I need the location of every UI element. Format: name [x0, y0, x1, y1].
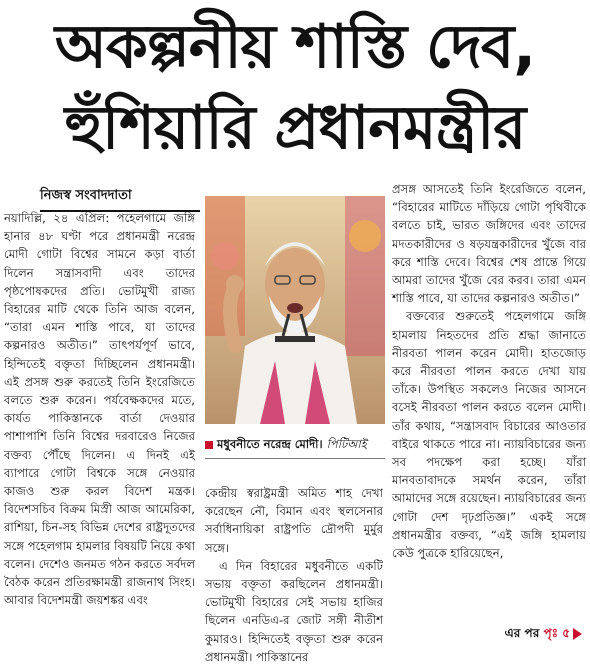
- speaker-photo-illustration: [205, 196, 385, 424]
- article-paragraph: নয়াদিল্লি, ২৪ এপ্রিল: পহেলগামে জঙ্গি হানার ৪৮ ঘণ্টা পরে প্রধানমন্ত্রী নরেন্দ্র মোদী গোটা বিশ্বের সামনে কড়া বার্তা দিলেন সন্ত্রাসবাদী এবং তাদের পৃষ্ঠপোষকদের প্রতি। ভোটমুখী রাজ্য বিহারের মাটি থেকে তিনি আজ বলেন, “তারা এমন শাস্তি পাবে, যা তাদের কল্পনারও অতীত।” তাৎপর্যপূর্ণ ভাবে, হিন্দিতেই বক্তৃতা দিচ্ছিলেন প্রধানমন্ত্রী। এই প্রসঙ্গ শুরু করতেই তিনি ইংরেজিতে বলতে শুরু করেন। পর্যবেক্ষকদের মতে, কার্যত পাকিস্তানকে বার্তা দেওয়ার পাশাপাশি তিনি বিশ্বের দরবারেও নিজের বক্তব্য পৌঁছে দিলেন। এ দিনই এই ব্যাপারে গোটা বিশ্বকে সঙ্গে নেওয়ার কাজও শুরু করল বিদেশ মন্ত্রক। বিদেশসচিব বিক্রম মিস্রী আজ আমেরিকা, রাশিয়া, চিন-সহ বিভিন্ন দেশের রাষ্ট্রদূতদের সঙ্গে পহেলগাম হামলার বিষয়টি নিয়ে কথা বলেন। দেশেও জনমত গঠন করতে সর্বদল বৈঠক করেন প্রতিরক্ষামন্ত্রী রাজনাথ সিংহ। আবার বিদেশমন্ত্রী জয়শঙ্কর এবং: [4, 211, 195, 608]
- article-column-right: [392, 180, 586, 598]
- caption-divider: [205, 458, 385, 459]
- headline-line-2: হুঁশিয়ারি প্রধানমন্ত্রীর: [64, 93, 526, 163]
- arrow-right-icon: [573, 628, 582, 640]
- article-column-middle: [205, 484, 383, 664]
- photo-credit: পিটিআই: [326, 437, 367, 451]
- article-paragraph: বক্তব্যের শুরুতেই পহেলগামে জঙ্গি হামলায় নিহতদের প্রতি শ্রদ্ধা জানাতে নীরবতা পালন করেন মোদী। হাতজোড় করে নীরবতা পালন করতে দেখা যায় তাঁকে। উপস্থিত সকলেও নিজের আসনে বসেই নীরবতা পালন করতে বলেন মোদী। তাঁর কথায়, “সন্ত্রাসবাদ বিচারের আওতার বাইরে থাকতে পারে না। ন্যায়বিচারের জন্য সব পদক্ষেপ করা হচ্ছে। যাঁরা মানবতাবাদকে সমর্থন করেন, তাঁরা আমাদের সঙ্গে রয়েছেন। ন্যায়বিচারের জন্য গোটা দেশ দৃঢ়প্রতিজ্ঞ।” একই সঙ্গে প্রধানমন্ত্রীর বক্তব্য, “এই জঙ্গি হামলায় কেউ পুত্রকে হারিয়েছেন,: [392, 309, 586, 561]
- continuation-page: পৃঃ ৫: [543, 626, 570, 640]
- continuation-label: এর পর: [504, 626, 540, 640]
- headline-line-1: অকল্পনীয় শাস্তি দেব,: [54, 12, 536, 82]
- caption-text: মধুবনীতে নরেন্দ্র মোদী।: [217, 437, 323, 451]
- news-photo: [205, 196, 385, 424]
- photo-caption: [205, 436, 385, 455]
- byline: নিজস্ব সংবাদদাতা: [40, 186, 200, 212]
- article-column-left: [4, 209, 195, 645]
- article-paragraph: প্রসঙ্গ আসতেই তিনি ইংরেজিতে বলেন, “বিহারের মাটিতে দাঁড়িয়ে গোটা পৃথিবীকে বলতে চাই, ভারত জঙ্গিদের এবং তাদের মদতকারীদের ও ষড়যন্ত্রকারীদের খুঁজে বার করে শাস্তি দেবে। বিশ্বের শেষ প্রান্তে গিয়ে আমরা তাদের খুঁজে বের করব। তারা এমন শাস্তি পাবে, যা তাদের কল্পনারও অতীত।”: [392, 182, 586, 306]
- continuation-note: [505, 625, 582, 645]
- caption-marker-icon: [205, 441, 213, 449]
- article-paragraph: কেন্দ্রীয় স্বরাষ্ট্রমন্ত্রী অমিত শাহ দেখা করেছেন নৌ, বিমান এবং স্থলসেনার সর্বাধিনায়িকা রাষ্ট্রপতি দ্রৌপদী মুর্মুর সঙ্গে।: [205, 486, 383, 555]
- article-paragraph: এ দিন বিহারের মধুবনীতে একটি সভায় বক্তৃতা করছিলেন প্রধানমন্ত্রী। ভোটমুখী বিহারের সেই সভায় হাজির ছিলেন এনডিএ-র জোট সঙ্গী নীতীশ কুমারও। হিন্দিতেই বক্তৃতা শুরু করেন প্রধানমন্ত্রী। পাকিস্তানের: [205, 558, 383, 664]
